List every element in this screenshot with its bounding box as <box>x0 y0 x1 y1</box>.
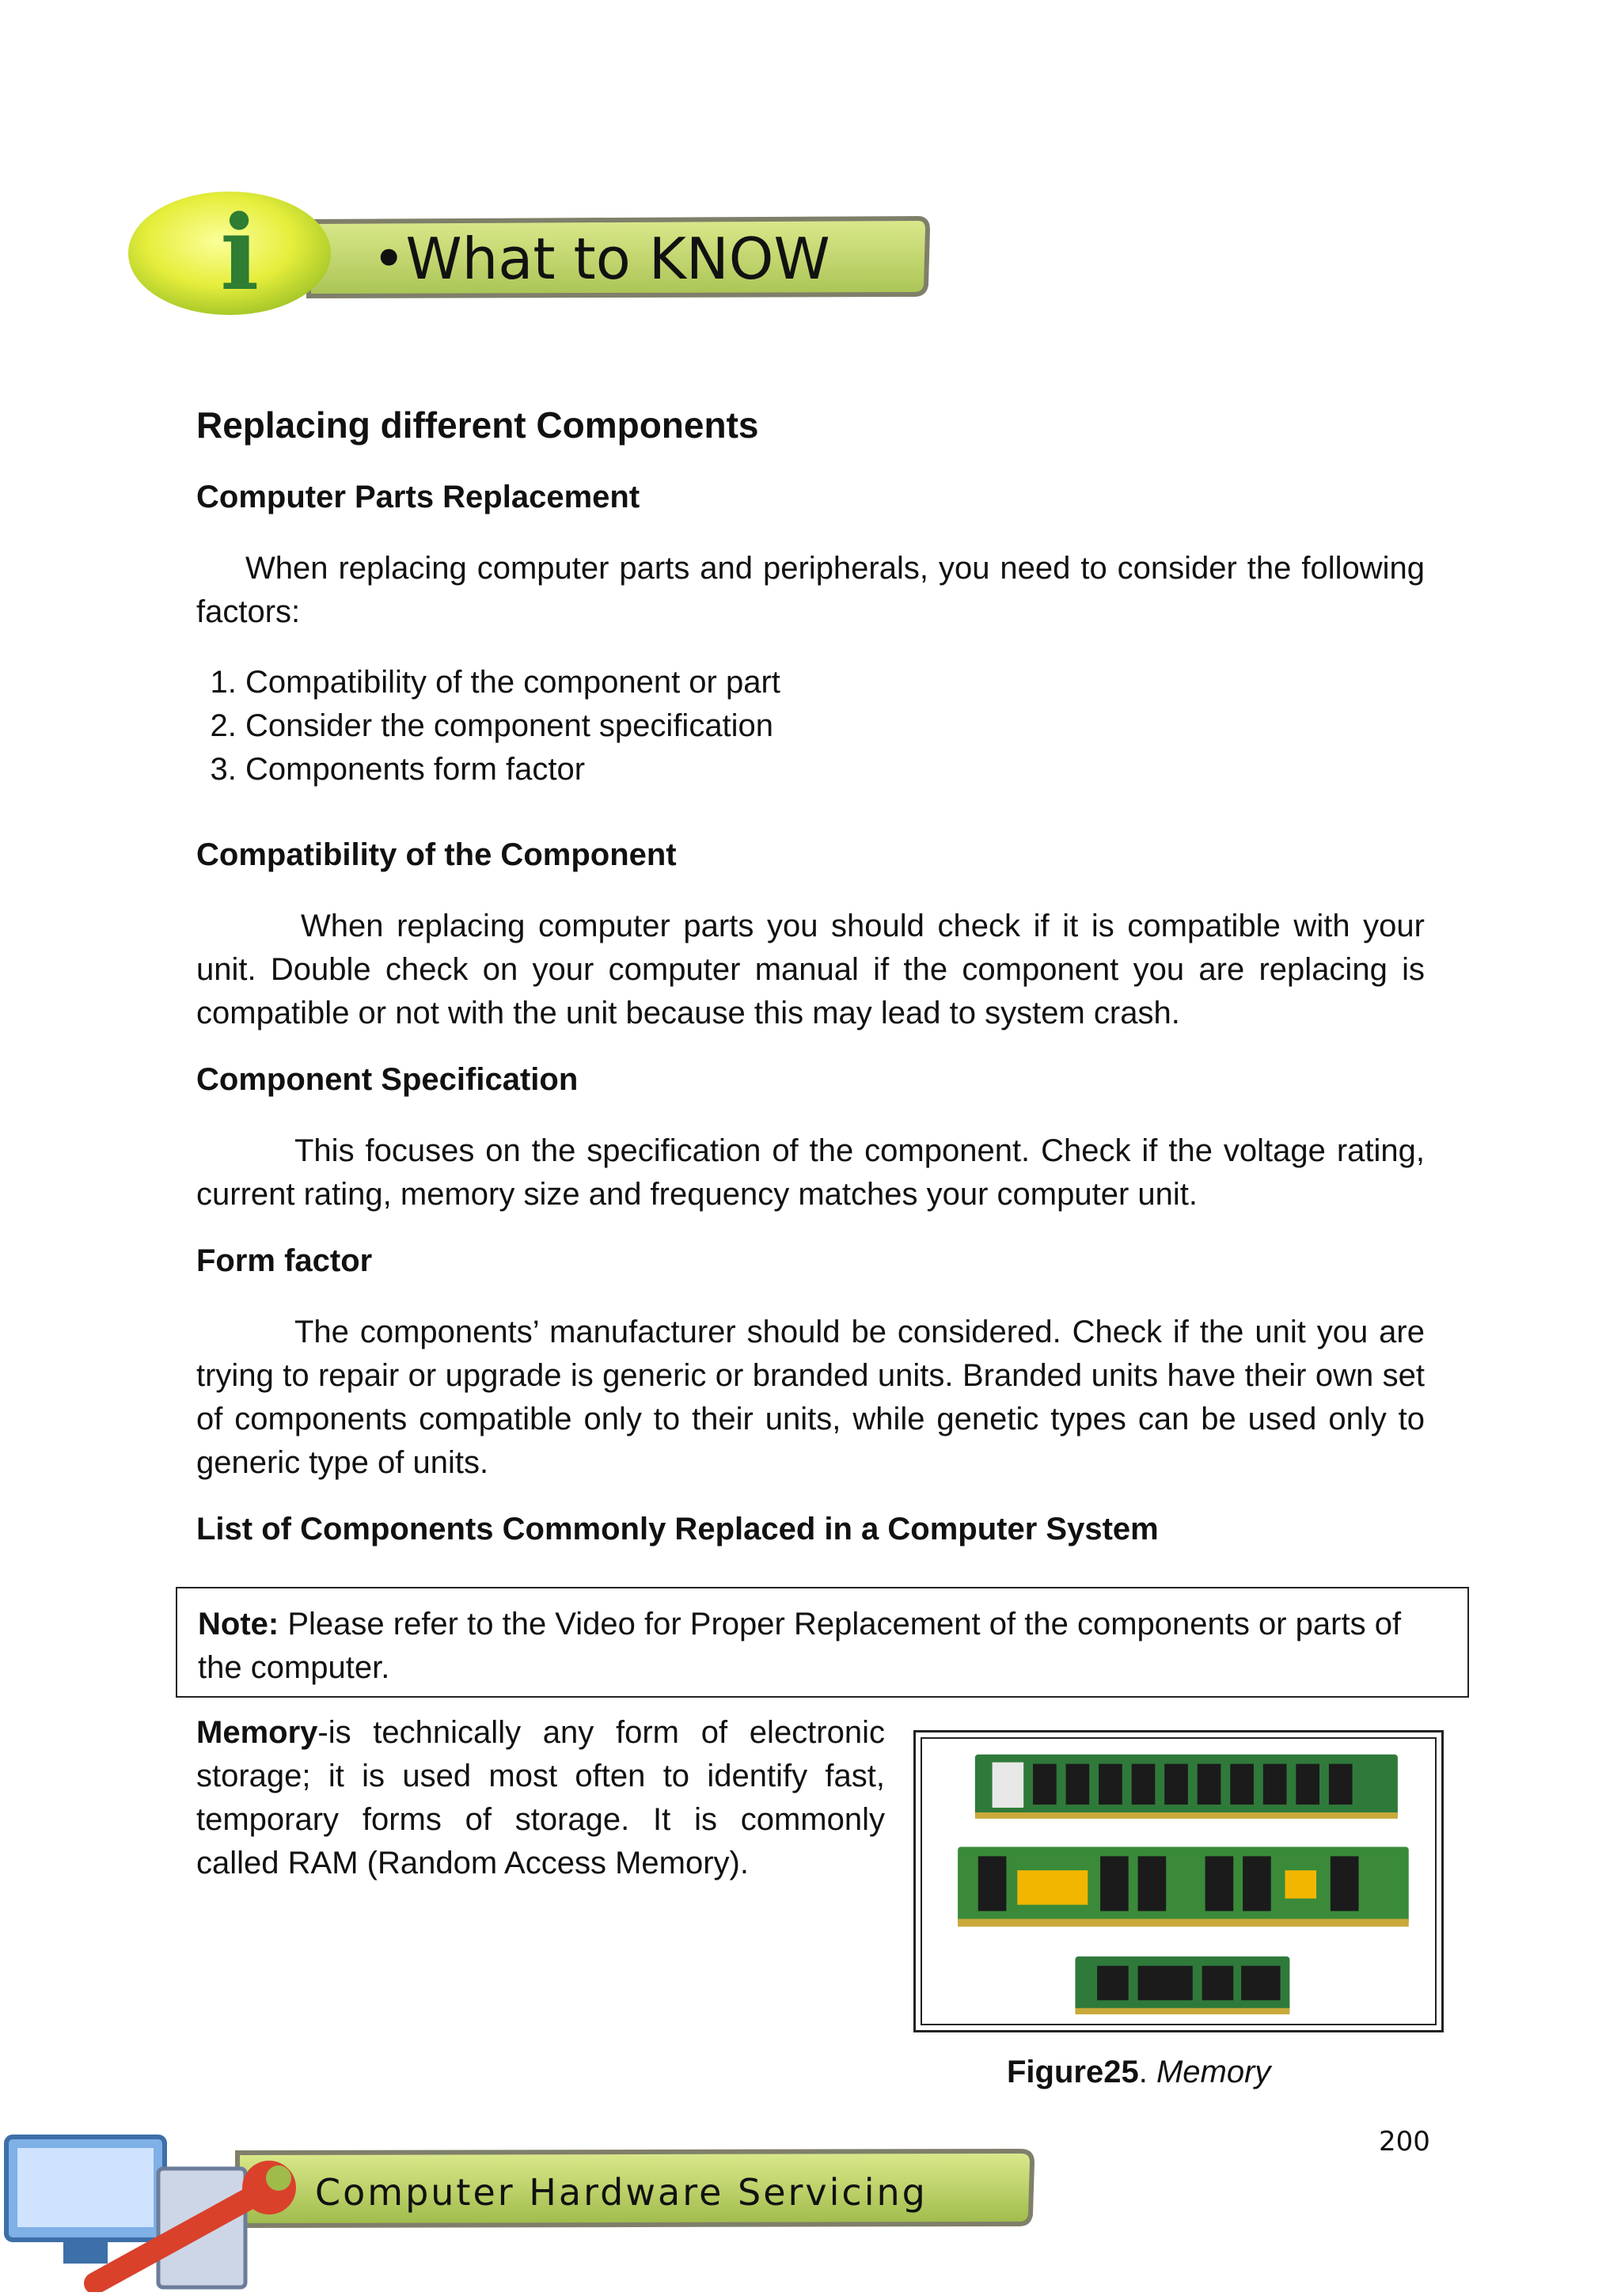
figure-frame <box>921 1737 1437 2025</box>
banner-title: •What to KNOW <box>372 226 830 292</box>
list-item: 1. Compatibility of the component or part <box>245 661 1425 704</box>
note-text: Please refer to the Video for Proper Replacement of the components or parts of the computer. <box>198 1607 1402 1685</box>
page-title: Replacing different Components <box>196 404 759 446</box>
paragraph-intro: When replacing computer parts and peripherals, you need to consider the following factors: <box>196 551 1425 629</box>
note-label: Note: <box>198 1607 279 1641</box>
heading-form-factor: Form factor <box>196 1243 373 1278</box>
page-number: 200 <box>1379 2126 1430 2157</box>
list-item: 2. Consider the component specification <box>245 704 1425 748</box>
figure-caption <box>1007 2055 1270 2090</box>
heading-specification: Component Specification <box>196 1062 579 1097</box>
memory-definition <box>196 1711 885 1885</box>
what-to-know-banner <box>127 190 942 324</box>
heading-components-list: List of Components Commonly Replaced in a Computer System <box>196 1512 1159 1546</box>
footer-title: Computer Hardware Servicing <box>315 2171 928 2214</box>
memory-term: Memory <box>196 1715 318 1750</box>
info-icon-letter: i <box>220 192 260 313</box>
footer-graphic <box>0 2121 1053 2292</box>
paragraph-specification: This focuses on the specification of the component. Check if the voltage rating, current rating, memory size and frequency matches your computer unit. <box>196 1133 1425 1212</box>
heading-parts-replacement: Computer Parts Replacement <box>196 480 640 514</box>
figure-label: Figure25 <box>1007 2055 1139 2089</box>
ram-module-icon <box>1075 1956 1289 2014</box>
paragraph-compatibility: When replacing computer parts you should check if it is compatible with your unit. Double check on your computer manual if the component you are replacing is compatible or not with the unit because this may lead to system crash. <box>196 909 1425 1030</box>
footer-banner <box>0 2121 1053 2292</box>
heading-compatibility: Compatibility of the Component <box>196 837 677 872</box>
figure-separator: . <box>1138 2055 1156 2089</box>
ram-module-icon <box>975 1755 1398 1819</box>
factor-list <box>196 661 1425 791</box>
memory-figure <box>913 1730 1444 2032</box>
figure-caption-text: Memory <box>1156 2055 1271 2089</box>
paragraph-form-factor: The components’ manufacturer should be considered. Check if the unit you are trying to repair or upgrade is generic or branded units. Branded units have their own set of components compatible only to their units, while genetic types can be used only to generic type of units. <box>196 1315 1425 1480</box>
banner-graphic <box>127 190 942 324</box>
main-content <box>196 404 1425 1579</box>
list-item: 3. Components form factor <box>245 748 1425 791</box>
memory-modules-image <box>922 1739 1435 2024</box>
memory-text: -is technically any form of electronic storage; it is used most often to identify fast, temporary forms of storage. It is commonly called RAM (Random Access Memory). <box>196 1715 885 1880</box>
note-box <box>176 1587 1469 1698</box>
ram-module-icon <box>958 1846 1409 1926</box>
